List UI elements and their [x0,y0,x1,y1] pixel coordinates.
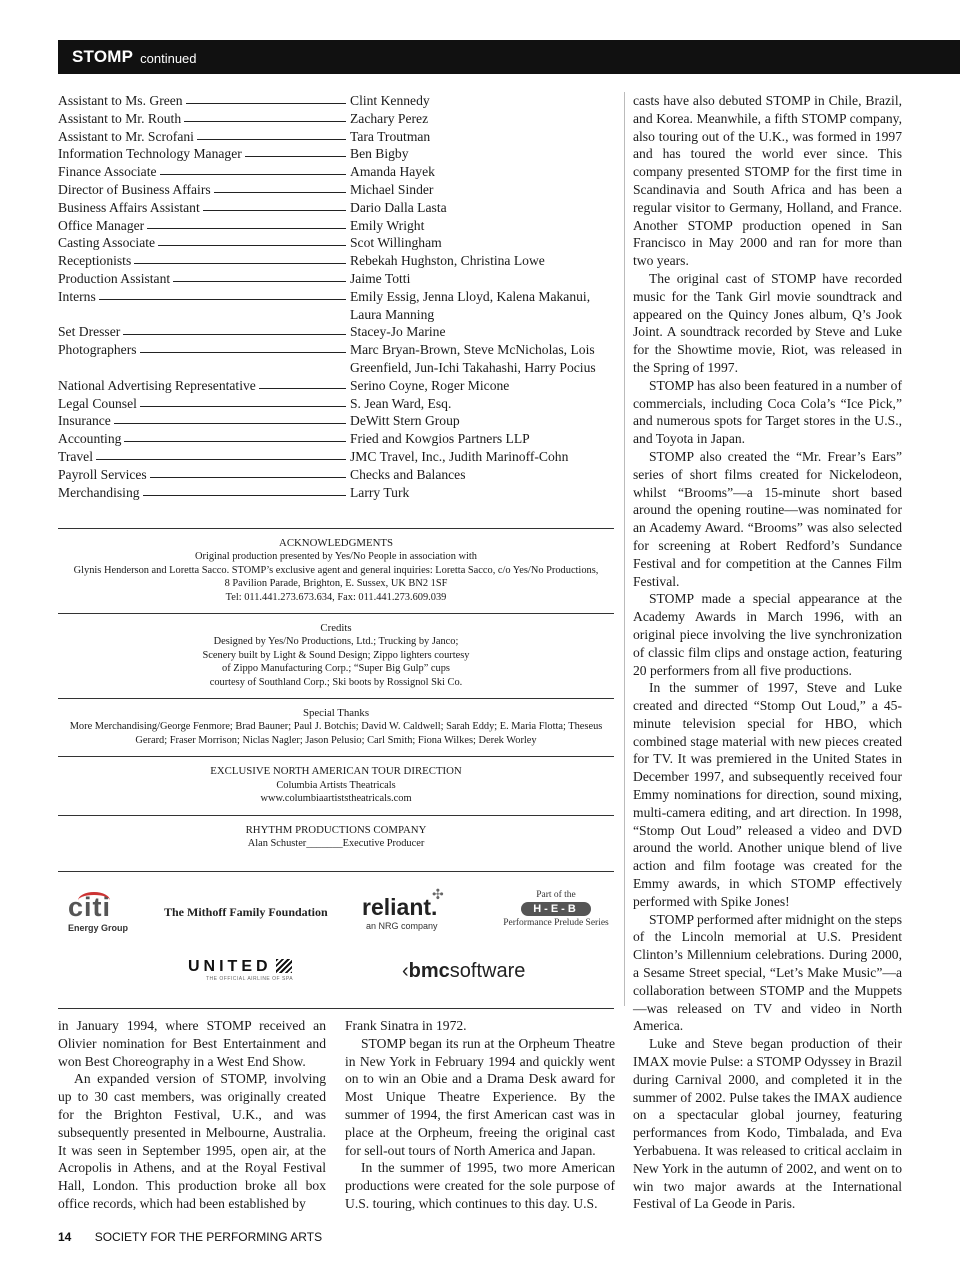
staff-name: Michael Sinder [350,181,434,197]
leader-line [245,145,346,157]
credit-line: Scenery built by Light & Sound Design; Zippo lighters courtesy [202,649,470,661]
credit-line: More Merchandising/George Fenmore; Brad Bauner; Paul J. Botchis; David W. Caldwell; Sarah Eddy; E. Maria Flotta; Theseus [69,721,603,733]
staff-row [58,252,618,270]
staff-role-label: Payroll Services [58,466,147,482]
staff-row [58,217,618,235]
staff-role [58,448,350,466]
staff-role-label: Receptionists [58,253,132,269]
citi-arc-icon [78,892,110,909]
staff-role-label: Accounting [58,431,122,447]
united-logo-sub: THE OFFICIAL AIRLINE OF SPA [206,976,294,982]
credit-line: of Zippo Manufacturing Corp.; “Super Big Gulp” cups [222,663,450,675]
staff-row [58,395,618,413]
staff-role [58,163,350,181]
body-paragraph: STOMP also created the “Mr. Frear’s Ears” series of short films created for Nickelodeon, whilst “Brooms”—a 15-minute short based around the opening routine—was nominated for an Academy Award. “Brooms” was also selected for screening at Robert Redford’s Sundance Festival and for competition at the Cannes Film Festival. [633,448,902,589]
staff-row [58,412,618,430]
staff-row [58,377,618,395]
staff-role [58,217,350,235]
heb-badge: H-E-B [521,902,591,916]
leader-line [186,92,346,104]
credit-line: 8 Pavilion Parade, Brighton, E. Sussex, UK BN2 1SF [224,578,448,590]
staff-role [58,395,350,413]
bmc-chevron-icon: ‹ [402,960,409,982]
staff-role [58,484,350,502]
credit-line: www.columbiaartiststheatricals.com [260,793,412,805]
citi-logo-word: citi [68,892,112,922]
leader-line [140,341,346,353]
leader-line [158,234,346,246]
staff-name: Scot Willingham [350,235,442,251]
leader-line [203,199,346,211]
body-paragraph: STOMP began its run at the Orpheum Theatre in New York in February 1994 and quickly went on to win an Obie and a Drama Desk award for Most Unique Theatre Experience. By the summer of 1994, the first American cast was in place at the Orpheum, freeing the original cast for sell-out tours of North America and Japan. [345,1035,615,1158]
staff-role-label: Travel [58,448,93,464]
staff-row [58,288,618,324]
staff-row [58,110,618,128]
footer-org: SOCIETY FOR THE PERFORMING ARTS [94,1230,323,1244]
staff-name: Emily Essig, Jenna Lloyd, Kalena Makanui, Laura Manning [350,288,591,322]
staff-role-label: Finance Associate [58,164,157,180]
body-paragraph: An expanded version of STOMP, involving up to 30 cast members, was originally created for the Brighton Festival, U.K., and was subsequently presented in Melbourne, Australia. It was seen in September 1995, open air, at the Acropolis in Athens, and at the Royal Festival Hall, London. This production broke all box office records, which had been established by [58,1071,326,1211]
leader-line [99,288,346,300]
bmc-bold: bmc [408,960,450,982]
leader-line [124,430,346,442]
credit-block-title: RHYTHM PRODUCTIONS COMPANY [245,823,427,836]
leader-line [143,484,346,496]
leader-line [123,323,346,335]
staff-role [58,199,350,217]
credit-line: Tel: 011.441.273.673.634, Fax: 011.441.273.609.039 [225,591,447,603]
show-title: STOMP [72,47,134,66]
united-logo [188,958,293,982]
staff-role [58,128,350,146]
bmc-rest: software [449,960,526,982]
staff-name: Tara Troutman [350,128,431,144]
staff-role-label: Insurance [58,413,111,429]
staff-role-label: Assistant to Mr. Scrofani [58,128,194,144]
staff-role [58,323,350,341]
staff-name: Ben Bigby [350,146,409,162]
staff-row [58,341,618,377]
staff-role [58,110,350,128]
staff-row [58,270,618,288]
staff-role-label: National Advertising Representative [58,377,256,393]
continued-label: continued [140,51,197,66]
staff-role-label: Merchandising [58,484,140,500]
staff-role [58,466,350,484]
staff-row [58,92,618,110]
staff-role [58,181,350,199]
column-divider [624,92,625,1006]
staff-role [58,288,350,306]
body-paragraph: In the summer of 1995, two more American productions were created for the sole purpose of U.S. touring, which continues to this day. U.S. [345,1160,615,1211]
leader-line [184,110,346,122]
staff-role-label: Office Manager [58,217,145,233]
staff-list [58,92,618,501]
staff-role-label: Photographers [58,342,137,358]
credit-block-title: ACKNOWLEDGMENTS [279,537,393,549]
staff-role [58,92,350,110]
citi-logo [68,892,128,933]
reliant-logo-sub: an NRG company [366,921,438,931]
staff-role [58,145,350,163]
credit-block-title: Credits [320,622,352,635]
staff-role-label: Information Technology Manager [58,146,242,162]
credit-line: Glynis Henderson and Loretta Sacco. STOMP’s exclusive agent and general inquiries: Loretta Sacco, c/o Yes/No Productions, [73,564,599,576]
credit-line: Gerard; Fraser Morrison; Niclas Nagler; Jason Pelusio; Carl Smith; Fiona Wilkes; Derek Worley [135,734,537,746]
reliant-logo-word: reliant. [362,894,438,920]
credit-line: Original production presented by Yes/No People in association with [195,551,477,563]
staff-role-label: Casting Associate [58,235,156,251]
staff-role-label: Business Affairs Assistant [58,199,200,215]
credit-block-title: EXCLUSIVE NORTH AMERICAN TOUR DIRECTION [210,765,462,778]
united-tulip-icon [276,959,292,973]
bmc-logo [402,960,525,983]
staff-name: Serino Coyne, Roger Micone [350,377,510,393]
credit-line: Columbia Artists Theatricals [276,779,396,791]
credits-section [58,528,614,859]
body-paragraph: casts have also debuted STOMP in Chile, Brazil, and Korea. Meanwhile, a fifth STOMP company, also touring out of the U.K., was formed in 1997 and has toured the world ever since. This company presented STOMP for the first time in Scandinavia and South Africa and has been a regular visitor to Germany, Holland, and France. Another STOMP production opened in San Francisco in May 2000 and ran for more than two years. [633,93,902,269]
leader-line [173,270,346,282]
staff-name: Jaime Totti [350,270,411,286]
leader-line [140,395,346,407]
header-bar [58,40,960,74]
staff-row [58,199,618,217]
body-paragraph: The original cast of STOMP have recorded music for the Tank Girl movie soundtrack and appeared on the Quincy Jones album, Q’s Jook Joint. A soundtrack recorded by Steve and Luke for the Showtime movie, Riot, was released in the Spring of 1997. [633,270,902,375]
staff-role-label: Assistant to Mr. Routh [58,110,182,126]
staff-row [58,163,618,181]
staff-role-label: Production Assistant [58,270,171,286]
credit-block [58,815,614,860]
leader-line [197,128,346,140]
body-column-1 [58,1017,326,1213]
staff-role [58,270,350,288]
body-paragraph: Frank Sinatra in 1972. [345,1018,467,1033]
staff-role-label: Legal Counsel [58,395,137,411]
body-column-3 [633,92,902,1213]
heb-logo [500,890,612,928]
staff-row [58,466,618,484]
staff-name: Amanda Hayek [350,164,435,180]
leader-line [214,181,346,193]
staff-role [58,430,350,448]
leader-line [147,217,346,229]
staff-name: DeWitt Stern Group [350,413,460,429]
united-logo-word: UNITED [188,958,272,975]
body-paragraph: in January 1994, where STOMP received an Olivier nomination for Best Entertainment and won Best Choreography in a West End Show. [58,1018,326,1069]
staff-role-label: Assistant to Ms. Green [58,93,183,108]
staff-name: Marc Bryan-Brown, Steve McNicholas, Lois Greenfield, Jun-Ichi Takahashi, Harry Pocius [350,342,596,375]
credit-line: courtesy of Southland Corp.; Ski boots by Rossignol Ski Co. [209,676,463,688]
page-number: 14 [58,1230,72,1244]
staff-name: Emily Wright [350,217,425,233]
staff-name: Larry Turk [350,484,410,500]
staff-role [58,412,350,430]
staff-name: JMC Travel, Inc., Judith Marinoff-Cohn [350,448,569,464]
staff-role [58,341,350,359]
staff-row [58,484,618,502]
body-paragraph: Luke and Steve began production of their IMAX movie Pulse: a STOMP Odyssey in Brazil during Carnival 2000, and completed it in the summer of 2002. Pulse takes the IMAX audience on a spectacular global journey, featuring performances from Kodo, Timbalada, and Eva Yerbabuena. It was released to critical acclaim in New York in the autumn of 2002, and went on to win two major awards at the International Festival of La Geode in Paris. [633,1036,902,1212]
leader-line [134,252,346,264]
mithoff-logo: The Mithoff Family Foundation [164,905,328,919]
leader-line [114,412,346,424]
staff-row [58,430,618,448]
staff-row [58,128,618,146]
heb-top: Part of the [536,890,576,900]
body-paragraph: STOMP has also been featured in a number of commercials, including Coca Cola’s “Ice Pick,” and numerous spots for Target stores in the U.S., and Toyota in Japan. [633,377,902,447]
leader-line [259,377,346,389]
staff-role [58,234,350,252]
body-column-2 [345,1017,615,1213]
credit-line: Designed by Yes/No Productions, Ltd.; Trucking by Janco; [213,636,459,648]
staff-role-label: Set Dresser [58,324,121,340]
body-paragraph: STOMP made a special appearance at the Academy Awards in March 1996, with an original piece involving the live synchronization of classic film clips and onstage action, featuring 20 performers from all five productions. [633,591,902,678]
staff-name: Checks and Balances [350,466,466,482]
staff-row [58,234,618,252]
staff-name: Dario Dalla Lasta [350,199,447,215]
reliant-logo [362,886,444,931]
credit-line: Alan Schuster_______Executive Producer [247,837,425,849]
staff-role-label: Director of Business Affairs [58,181,211,197]
credit-block-title: Special Thanks [302,707,370,720]
heb-bottom: Performance Prelude Series [503,918,609,928]
staff-role [58,377,350,395]
staff-row [58,323,618,341]
credit-block [58,613,614,698]
staff-name: Zachary Perez [350,110,429,126]
credit-block [58,528,614,613]
leader-line [96,448,346,460]
sponsor-logos [58,871,614,1009]
body-paragraph: STOMP performed after midnight on the steps of the Lincoln memorial at U.S. President Clinton’s Millennium celebrations. During 2000, a Sesame Street special, “Let’s Make Music”—a collaboration between STOMP and the Muppets—was released on TV and video in North America. [633,911,902,1034]
body-paragraph: In the summer of 1997, Steve and Luke created and directed “Stomp Out Loud,” a 45-minute television special for HBO, which combined stage material with new pieces created for TV. It was premiered in the United States in December 1997, and subsequently received four Emmy nominations for direction, sound mixing, multi-camera editing, and art direction. In 1998, “Stomp Out Loud” released a video and DVD around the world. Another unique blend of live action and film footage was created for the Emmy awards, in which STOMP effectively performed with Spike Jones! [633,680,902,909]
staff-name: Stacey-Jo Marine [350,324,446,340]
staff-role [58,252,350,270]
staff-row [58,448,618,466]
staff-row [58,145,618,163]
staff-row [58,181,618,199]
staff-name: S. Jean Ward, Esq. [350,395,452,411]
credit-block [58,698,614,756]
staff-name: Clint Kennedy [350,93,430,108]
staff-name: Rebekah Hughston, Christina Lowe [350,253,545,269]
leader-line [160,163,346,175]
staff-name: Fried and Kowgios Partners LLP [350,431,530,447]
credit-block [58,756,614,814]
leader-line [150,466,346,478]
staff-role-label: Interns [58,288,96,304]
citi-logo-sub: Energy Group [68,923,129,933]
reliant-star-icon: ✣ [432,886,444,902]
page-footer [58,1230,322,1244]
